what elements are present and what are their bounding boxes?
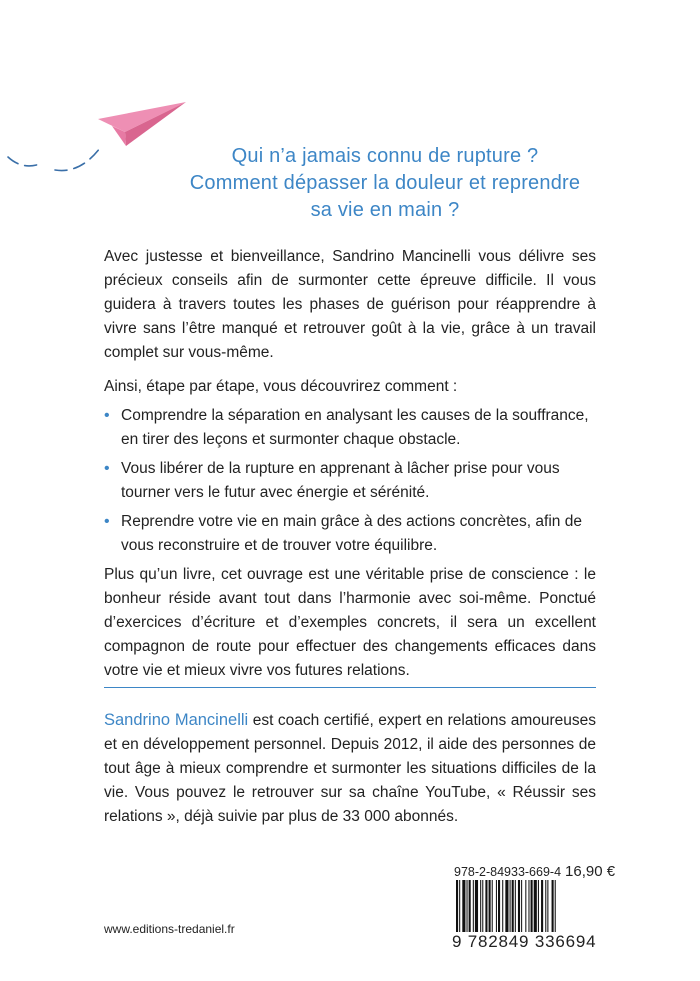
barcode-bar: [480, 880, 481, 932]
barcode-bar: [525, 880, 526, 932]
headline-line: Comment dépasser la douleur et reprendre: [189, 172, 581, 194]
list-item-text: Vous libérer de la rupture en apprenant à lâcher prise pour vous tourner vers le futur avec énergie et sérénité.: [121, 460, 560, 501]
publisher-website[interactable]: www.editions-tredaniel.fr: [104, 922, 235, 936]
barcode-bar: [459, 880, 460, 932]
list-item-text: Reprendre votre vie en main grâce à des actions concrètes, afin de vous reconstruire et de trouver votre équilibre.: [121, 513, 582, 554]
steps-section: [104, 375, 596, 558]
headline: [160, 143, 610, 224]
barcode-bars: [452, 880, 597, 936]
author-bio: [104, 708, 596, 829]
bullet-icon: •: [104, 513, 110, 530]
conclusion-paragraph: Plus qu’un livre, cet ouvrage est une véritable prise de conscience : le bonheur réside avant tout dans l’harmonie avec soi-même. Ponctué d’exercices d’écriture et d’exemples concrets, il sera un excellent compagnon de route pour effectuer des changements efficaces dans votre vie et mieux vivre vos futures relations.: [104, 566, 596, 679]
barcode-bar: [489, 880, 491, 932]
barcode-bar: [552, 880, 554, 932]
barcode-bar: [496, 880, 497, 932]
barcode-bar: [510, 880, 511, 932]
list-item: [104, 510, 596, 558]
price: 16,90 €: [565, 863, 616, 880]
barcode-bar: [502, 880, 503, 932]
isbn: 978-2-84933-669-4: [454, 865, 562, 879]
barcode-bar: [541, 880, 543, 932]
barcode-bar: [485, 880, 487, 932]
barcode-bar: [547, 880, 548, 932]
barcode-bar: [515, 880, 516, 932]
barcode-bar: [473, 880, 474, 932]
headline-line: sa vie en main ?: [310, 199, 460, 221]
barcode-bar: [528, 880, 529, 932]
barcode-digits: 9 782849 336694: [452, 932, 597, 951]
barcode-bar: [518, 880, 520, 932]
steps-intro: Ainsi, étape par étape, vous découvrirez comment :: [104, 378, 458, 395]
barcode-bar: [492, 880, 493, 932]
barcode-bar: [467, 880, 468, 932]
barcode-bar: [545, 880, 546, 932]
barcode-bar: [498, 880, 500, 932]
barcode-bar: [475, 880, 478, 932]
isbn-price-line: [454, 863, 616, 880]
list-item-text: Comprendre la séparation en analysant les causes de la souffrance, en tirer des leçons et surmonter chaque obstacle.: [121, 407, 589, 448]
bullet-list: [104, 404, 596, 558]
bio-text: est coach certifié, expert en relations amoureuses et en développement personnel. Depuis 2012, il aide des personnes de tout âge à mieux comprendre et surmonter les situations difficiles de la vie. Vous pouvez le retrouver sur sa chaîne YouTube, « Réussir ses relations », déjà suivie par plus de 33 000 abonnés.: [104, 712, 597, 825]
barcode-bar: [555, 880, 556, 932]
section-divider: [104, 687, 596, 688]
barcode: [452, 880, 597, 952]
barcode-bar: [521, 880, 522, 932]
barcode-bar: [512, 880, 514, 932]
list-item: [104, 404, 596, 452]
bullet-icon: •: [104, 460, 110, 477]
intro-paragraph: Avec justesse et bienveillance, Sandrino Mancinelli vous délivre ses précieux conseils afin de surmonter cette épreuve difficile. Il vous guidera à travers toutes les phases de guérison pour réapprendre à vivre sans l’être manqué et retrouver goût à la vie, grâce à un travail complet sur vous-même.: [104, 248, 596, 361]
barcode-bar: [462, 880, 465, 932]
author-name: Sandrino Mancinelli: [104, 711, 249, 729]
headline-line: Qui n’a jamais connu de rupture ?: [231, 145, 539, 167]
list-item: [104, 457, 596, 505]
barcode-bar: [482, 880, 483, 932]
barcode-bar: [505, 880, 508, 932]
barcode-bar: [534, 880, 537, 932]
barcode-bar: [456, 880, 458, 932]
barcode-bar: [531, 880, 533, 932]
barcode-bar: [538, 880, 539, 932]
barcode-bar: [469, 880, 471, 932]
bullet-icon: •: [104, 407, 110, 424]
